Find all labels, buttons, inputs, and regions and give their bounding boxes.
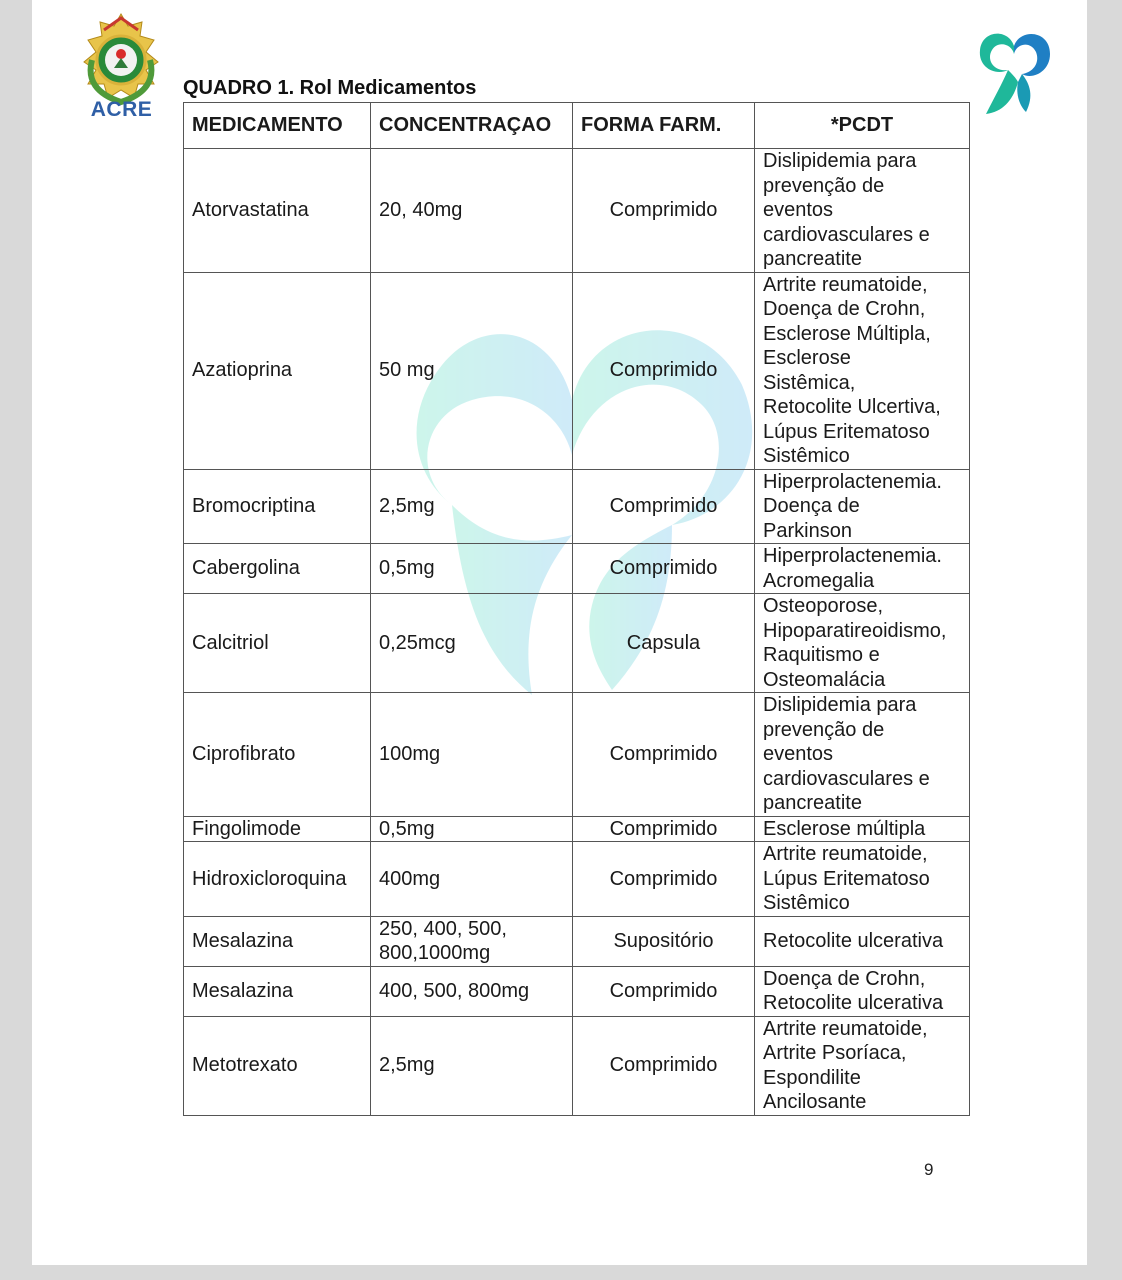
cell-pcdt	[755, 966, 970, 1016]
document-page	[32, 0, 1087, 1265]
pcdt-line: Sistêmico	[763, 892, 850, 914]
pcdt-line: cardiovasculares e	[763, 767, 930, 790]
table-row	[184, 693, 970, 817]
pcdt-line: Doença de Crohn,	[763, 967, 926, 990]
cell-concentracao: 0,25mcg	[371, 594, 573, 693]
column-header-concentracao: CONCENTRAÇAO	[371, 103, 573, 149]
cell-concentracao: 50 mg	[371, 272, 573, 469]
cell-pcdt	[755, 272, 970, 469]
cell-medicamento: Ciprofibrato	[184, 693, 371, 817]
cell-concentracao: 20, 40mg	[371, 149, 573, 273]
cell-concentracao: 250, 400, 500, 800,1000mg	[371, 916, 573, 966]
cell-medicamento: Cabergolina	[184, 544, 371, 594]
pcdt-line: Dislipidemia para	[763, 694, 917, 716]
pcdt-line: Raquitismo e	[763, 644, 880, 666]
column-header-pcdt: *PCDT	[755, 103, 970, 149]
cell-forma: Comprimido	[573, 149, 755, 273]
pcdt-line: Doença de	[763, 495, 860, 517]
cell-concentracao: 0,5mg	[371, 816, 573, 842]
pcdt-line: Retocolite Ulcertiva,	[763, 396, 941, 418]
pcdt-line: cardiovasculares e	[763, 223, 930, 246]
pcdt-line: prevenção de	[763, 718, 885, 741]
table-row	[184, 1016, 970, 1115]
pcdt-line: Artrite reumatoide,	[763, 843, 928, 865]
cell-pcdt	[755, 693, 970, 817]
table-row	[184, 916, 970, 966]
health-logo-icon	[964, 24, 1064, 119]
table-header-row	[184, 103, 970, 149]
cell-forma: Capsula	[573, 594, 755, 693]
table-row	[184, 149, 970, 273]
cell-forma: Comprimido	[573, 272, 755, 469]
cell-medicamento: Mesalazina	[184, 966, 371, 1016]
cell-concentracao: 2,5mg	[371, 469, 573, 544]
cell-forma: Supositório	[573, 916, 755, 966]
cell-pcdt	[755, 1016, 970, 1115]
cell-forma: Comprimido	[573, 816, 755, 842]
pcdt-line: Dislipidemia para	[763, 150, 917, 172]
cell-medicamento: Metotrexato	[184, 1016, 371, 1115]
cell-medicamento: Azatioprina	[184, 272, 371, 469]
cell-pcdt	[755, 594, 970, 693]
table-row	[184, 816, 970, 842]
pcdt-line: Esclerose múltipla	[763, 817, 926, 840]
cell-concentracao: 400, 500, 800mg	[371, 966, 573, 1016]
cell-medicamento: Fingolimode	[184, 816, 371, 842]
cell-forma: Comprimido	[573, 1016, 755, 1115]
cell-forma: Comprimido	[573, 544, 755, 594]
pcdt-line: Hiperprolactenemia.	[763, 470, 942, 493]
cell-medicamento: Calcitriol	[184, 594, 371, 693]
pcdt-line: Esclerose Múltipla,	[763, 322, 931, 345]
pcdt-line: Artrite reumatoide,	[763, 1017, 928, 1040]
table-row	[184, 544, 970, 594]
pcdt-line: eventos	[763, 743, 834, 765]
pcdt-line: Esclerose	[763, 347, 851, 369]
pcdt-line: Osteoporose,	[763, 595, 884, 617]
cell-concentracao: 400mg	[371, 842, 573, 917]
cell-concentracao: 0,5mg	[371, 544, 573, 594]
cell-pcdt	[755, 842, 970, 917]
column-header-forma: FORMA FARM.	[573, 103, 755, 149]
table-row	[184, 469, 970, 544]
cell-pcdt	[755, 469, 970, 544]
page-number: 9	[924, 1160, 934, 1179]
cell-concentracao: 2,5mg	[371, 1016, 573, 1115]
pcdt-line: Hiperprolactenemia.	[763, 545, 942, 567]
cell-forma: Comprimido	[573, 693, 755, 817]
pcdt-line: Retocolite ulcerativa	[763, 992, 944, 1014]
pcdt-line: Osteomalácia	[763, 668, 886, 691]
crest-label: ACRE	[90, 98, 153, 121]
pcdt-line: Artrite Psoríaca,	[763, 1042, 907, 1064]
pcdt-line: Parkinson	[763, 519, 852, 542]
cell-medicamento: Hidroxicloroquina	[184, 842, 371, 917]
cell-pcdt	[755, 544, 970, 594]
table-row	[184, 966, 970, 1016]
pcdt-line: Artrite reumatoide,	[763, 273, 928, 296]
medication-table	[183, 102, 970, 1116]
pcdt-line: Lúpus Eritematoso	[763, 867, 930, 890]
cell-pcdt	[755, 816, 970, 842]
pcdt-line: Ancilosante	[763, 1091, 867, 1113]
pcdt-line: Sistêmico	[763, 445, 850, 467]
pcdt-line: prevenção de	[763, 174, 885, 197]
pcdt-line: Espondilite	[763, 1066, 861, 1089]
pcdt-line: Sistêmica,	[763, 371, 856, 394]
pcdt-line: pancreatite	[763, 792, 862, 814]
pcdt-line: Retocolite ulcerativa	[763, 929, 944, 952]
cell-forma: Comprimido	[573, 966, 755, 1016]
cell-pcdt	[755, 916, 970, 966]
table-body	[184, 149, 970, 1116]
pcdt-line: Hipoparatireoidismo,	[763, 619, 947, 642]
pcdt-line: eventos	[763, 199, 834, 221]
table-row	[184, 594, 970, 693]
cell-forma: Comprimido	[573, 469, 755, 544]
pcdt-line: Acromegalia	[763, 569, 875, 592]
cell-medicamento: Atorvastatina	[184, 149, 371, 273]
column-header-medicamento: MEDICAMENTO	[184, 103, 371, 149]
table-title: QUADRO 1. Rol Medicamentos	[183, 77, 477, 99]
pcdt-line: Lúpus Eritematoso	[763, 420, 930, 443]
table-row	[184, 272, 970, 469]
cell-medicamento: Bromocriptina	[184, 469, 371, 544]
cell-forma: Comprimido	[573, 842, 755, 917]
cell-pcdt	[755, 149, 970, 273]
cell-concentracao: 100mg	[371, 693, 573, 817]
pcdt-line: Doença de Crohn,	[763, 298, 926, 320]
table-row	[184, 842, 970, 917]
pcdt-line: pancreatite	[763, 248, 862, 270]
cell-medicamento: Mesalazina	[184, 916, 371, 966]
